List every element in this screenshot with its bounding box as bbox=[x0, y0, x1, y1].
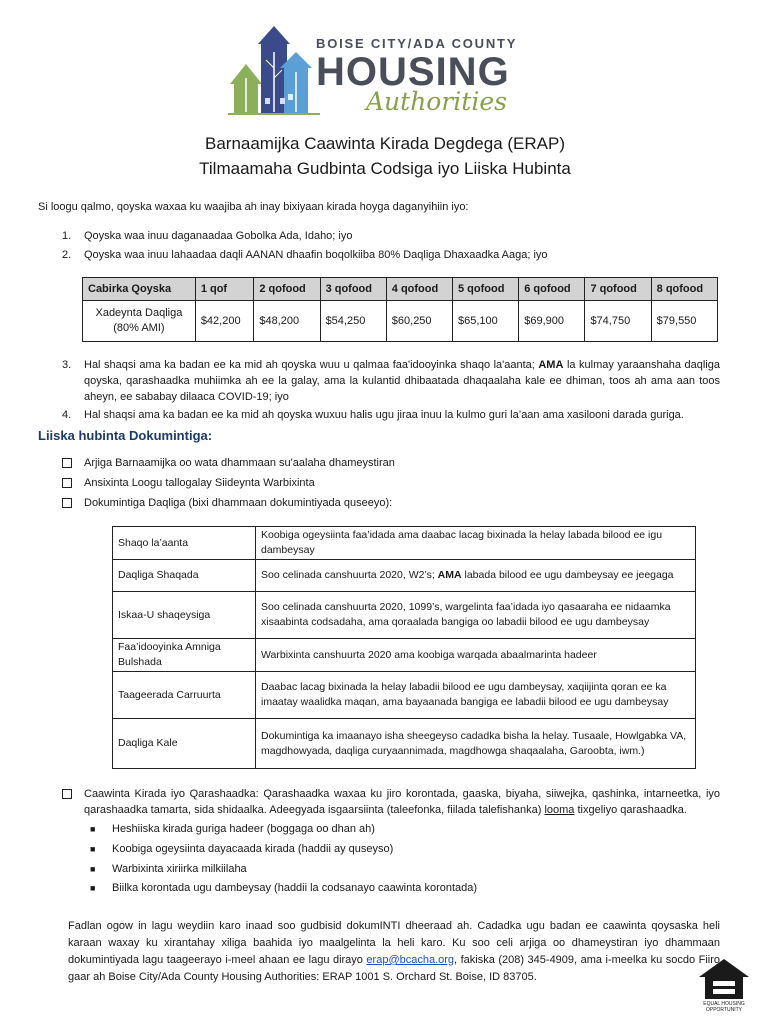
doc-type-cell: Shaqo la’aanta bbox=[113, 527, 256, 560]
checkbox[interactable] bbox=[62, 789, 72, 799]
checklist-heading: Liiska hubinta Dokumintiga: bbox=[38, 428, 213, 443]
checklist-item bbox=[84, 786, 720, 818]
income-documents-table bbox=[112, 526, 696, 769]
table-row bbox=[113, 527, 696, 560]
income-limits-table bbox=[82, 277, 718, 342]
checklist-item: Ansixinta Loogu tallogalay Siideynta Warbixinta bbox=[84, 477, 315, 489]
table-row-label bbox=[83, 301, 196, 342]
doc-desc-cell: Soo celinada canshuurta 2020, 1099’s, wargelinta faa’idada iyo qasaaraha ee nidaamka xisaabinta codsadaha, ama qoraalada bangiga oo labadii bilood ee ugu dambeysay bbox=[256, 592, 696, 639]
criteria-number: 3. bbox=[62, 359, 72, 371]
table-header-row bbox=[83, 278, 718, 301]
criteria-number: 1. bbox=[62, 230, 72, 242]
table-row bbox=[113, 672, 696, 719]
table-header-cell: 4 qofood bbox=[386, 278, 452, 301]
doc-desc-cell bbox=[256, 560, 696, 592]
criteria-item: Qoyska waa inuu daganaadaa Gobolka Ada, Idaho; iyo bbox=[84, 230, 353, 242]
list-item: Warbixinta xiriirka milkiilaha bbox=[112, 863, 247, 875]
table-row bbox=[113, 639, 696, 672]
doc-type-cell: Iskaa-U shaqeysiga bbox=[113, 592, 256, 639]
equal-housing-label: EQUAL HOUSING OPPORTUNITY bbox=[703, 1001, 745, 1013]
criteria-number: 4. bbox=[62, 409, 72, 421]
table-header-cell: Cabirka Qoyska bbox=[83, 278, 196, 301]
table-cell: $65,100 bbox=[453, 301, 519, 342]
doc-desc-cell: Dokumintiga ka imaanayo isha sheegeyso cadadka bisha la helay. Tusaale, Howlgabka VA, magdhowyada, daqliga curyaannimada, magdhowga shaqaalaha, Garoobta, iwm.) bbox=[256, 719, 696, 769]
criteria-item: Hal shaqsi ama ka badan ee ka mid ah qoyska wuxuu halis ugu jiraa inuu la kulmo guri la’aan ama xasilooni darada guriga. bbox=[84, 409, 684, 421]
document-subtitle: Tilmaamaha Gudbinta Codsiga iyo Liiska Hubinta bbox=[199, 159, 571, 178]
criteria-text: la kulmay yaraanshaha daqliga qoyska, qarashaadka muhiimka ah ee la galay, ama la kulantid dhibaatada dhaqaalaha kale ee dhiman, toos ah ama aan toos aheyn, ee sababay dilaaca COVID-19; iyo bbox=[84, 359, 720, 403]
closing-text: Fadlan ogow in lagu weydiin karo inaad soo gudbisid dokumINTI dheeraad ah. Cadadka ugu badan ee caawinta qoysaska heli karaan waxay ku xirantahay xiliga baahida iyo maalgelinta la heli karo. Ku soo celi arjiga oo dhameystiran iyo dhammaan dokumintiyada lagu taageerayo i-meel ahaan ee lagu dirayo bbox=[68, 920, 720, 966]
email-link[interactable]: erap@bcacha.org bbox=[366, 954, 455, 966]
checkbox[interactable] bbox=[62, 458, 72, 468]
table-header-cell: 6 qofood bbox=[519, 278, 585, 301]
doc-type-cell: Taageerada Carruurta bbox=[113, 672, 256, 719]
table-row bbox=[113, 560, 696, 592]
checkbox[interactable] bbox=[62, 498, 72, 508]
criteria-text: Hal shaqsi ama ka badan ee ka mid ah qoyska wuu u qalmaa faa'idooyinka shaqo la'aanta; bbox=[84, 359, 539, 371]
criteria-emphasis: AMA bbox=[538, 359, 564, 371]
doc-type-line: Faa’idooyinka Amniga bbox=[118, 641, 221, 653]
table-header-cell: 3 qofood bbox=[320, 278, 386, 301]
checkbox[interactable] bbox=[62, 478, 72, 488]
doc-type-cell bbox=[113, 639, 256, 672]
rent-text-underlined: looma bbox=[544, 804, 575, 816]
document-title: Barnaamijka Caawinta Kirada Degdega (ERAP) bbox=[204, 134, 565, 153]
table-cell: $69,900 bbox=[519, 301, 585, 342]
doc-desc-cell: Warbixinta canshuurta 2020 ama koobiga warqada abaalmarinta hadeer bbox=[256, 639, 696, 672]
doc-type-line: Bulshada bbox=[118, 656, 162, 668]
row-label-line: (80% AMI) bbox=[113, 322, 165, 334]
criteria-item: Qoyska waa inuu lahaadaa daqli AANAN dhaafin boqolkiiba 80% Daqliga Dhaxaadka Aaga; iyo bbox=[84, 249, 548, 261]
intro-text: Si loogu qalmo, qoyska waxaa ku waajiba ah inay bixiyaan kirada hoyga daganyihiin iyo: bbox=[38, 201, 469, 213]
bullet-icon: ■ bbox=[90, 844, 96, 854]
checklist-item: Arjiga Barnaamijka oo wata dhammaan su'aalaha dhameystiran bbox=[84, 457, 395, 469]
doc-desc-cell: Koobiga ogeysiinta faa’idada ama daabac lacag bixinada la helay labada bilood ee igu dambeysay bbox=[256, 527, 696, 560]
table-cell: $60,250 bbox=[386, 301, 452, 342]
table-cell: $74,750 bbox=[585, 301, 651, 342]
closing-paragraph bbox=[68, 918, 720, 986]
table-header-cell: 8 qofood bbox=[651, 278, 717, 301]
doc-desc-cell: Daabac lacag bixinada la helay labadii bilood ee ugu dambeysay, xaqiijinta qoran ee ka imaatay waalidka maqan, ama bayaanada bangiga ee labadii bilood ee ugu dambeysay bbox=[256, 672, 696, 719]
table-cell: $48,200 bbox=[254, 301, 320, 342]
bullet-icon: ■ bbox=[90, 883, 96, 893]
table-row bbox=[113, 592, 696, 639]
org-name-top: BOISE CITY/ADA COUNTY bbox=[316, 36, 518, 51]
doc-type-cell: Daqliga Kale bbox=[113, 719, 256, 769]
table-cell: $54,250 bbox=[320, 301, 386, 342]
table-row bbox=[113, 719, 696, 769]
list-item: Heshiiska kirada guriga hadeer (boggaga oo dhan ah) bbox=[112, 823, 375, 835]
table-cell: $42,200 bbox=[195, 301, 254, 342]
bullet-icon: ■ bbox=[90, 864, 96, 874]
doc-type-cell: Daqliga Shaqada bbox=[113, 560, 256, 592]
row-label-line: Xadeynta Daqliga bbox=[95, 307, 183, 319]
org-name-sub: Authorities bbox=[366, 87, 507, 116]
org-name-main: HOUSING bbox=[316, 50, 510, 94]
criteria-item bbox=[84, 357, 720, 405]
table-header-cell: 2 qofood bbox=[254, 278, 320, 301]
rent-text: tixgeliyo qarashaadka. bbox=[574, 804, 687, 816]
table-header-cell: 7 qofood bbox=[585, 278, 651, 301]
checklist-item: Dokumintiga Daqliga (bixi dhammaan dokumintiyada quseeyo): bbox=[84, 497, 393, 509]
doc-desc-text: Soo celinada canshuurta 2020, W2’s; bbox=[261, 569, 438, 581]
list-item: Biilka korontada ugu dambeysay (haddii la codsanayo caawinta korontada) bbox=[112, 882, 478, 894]
bullet-icon: ■ bbox=[90, 824, 96, 834]
table-row bbox=[83, 301, 718, 342]
doc-desc-emphasis: AMA bbox=[437, 569, 462, 581]
table-header-cell: 5 qofood bbox=[453, 278, 519, 301]
criteria-number: 2. bbox=[62, 249, 72, 261]
closing-text: , fakiska (208) 345-4909, ama i-meelka ku socdo Fiiro gaar ah Boise City/Ada County Housing Authorities: ERAP 1001 S. Orchard St. Boise, ID 83705. bbox=[68, 954, 720, 983]
rent-text: Caawinta Kirada iyo Qarashaadka: Qarashaadka waxaa ku jiro korontada, gaaska, biyaha, siiwejka, qashinka, intarneetka, iyo qarashaadka tamarta, sida shidaalka. Adeegyada isgaarsiinta (taleefonka, fiilada talefishanka) bbox=[84, 788, 720, 816]
table-cell: $79,550 bbox=[651, 301, 717, 342]
table-header-cell: 1 qof bbox=[195, 278, 254, 301]
list-item: Koobiga ogeysiinta dayacaada kirada (haddii ay quseyso) bbox=[112, 843, 394, 855]
doc-desc-text: labada bilood ee ugu dambeysay ee jeegaga bbox=[461, 569, 674, 581]
